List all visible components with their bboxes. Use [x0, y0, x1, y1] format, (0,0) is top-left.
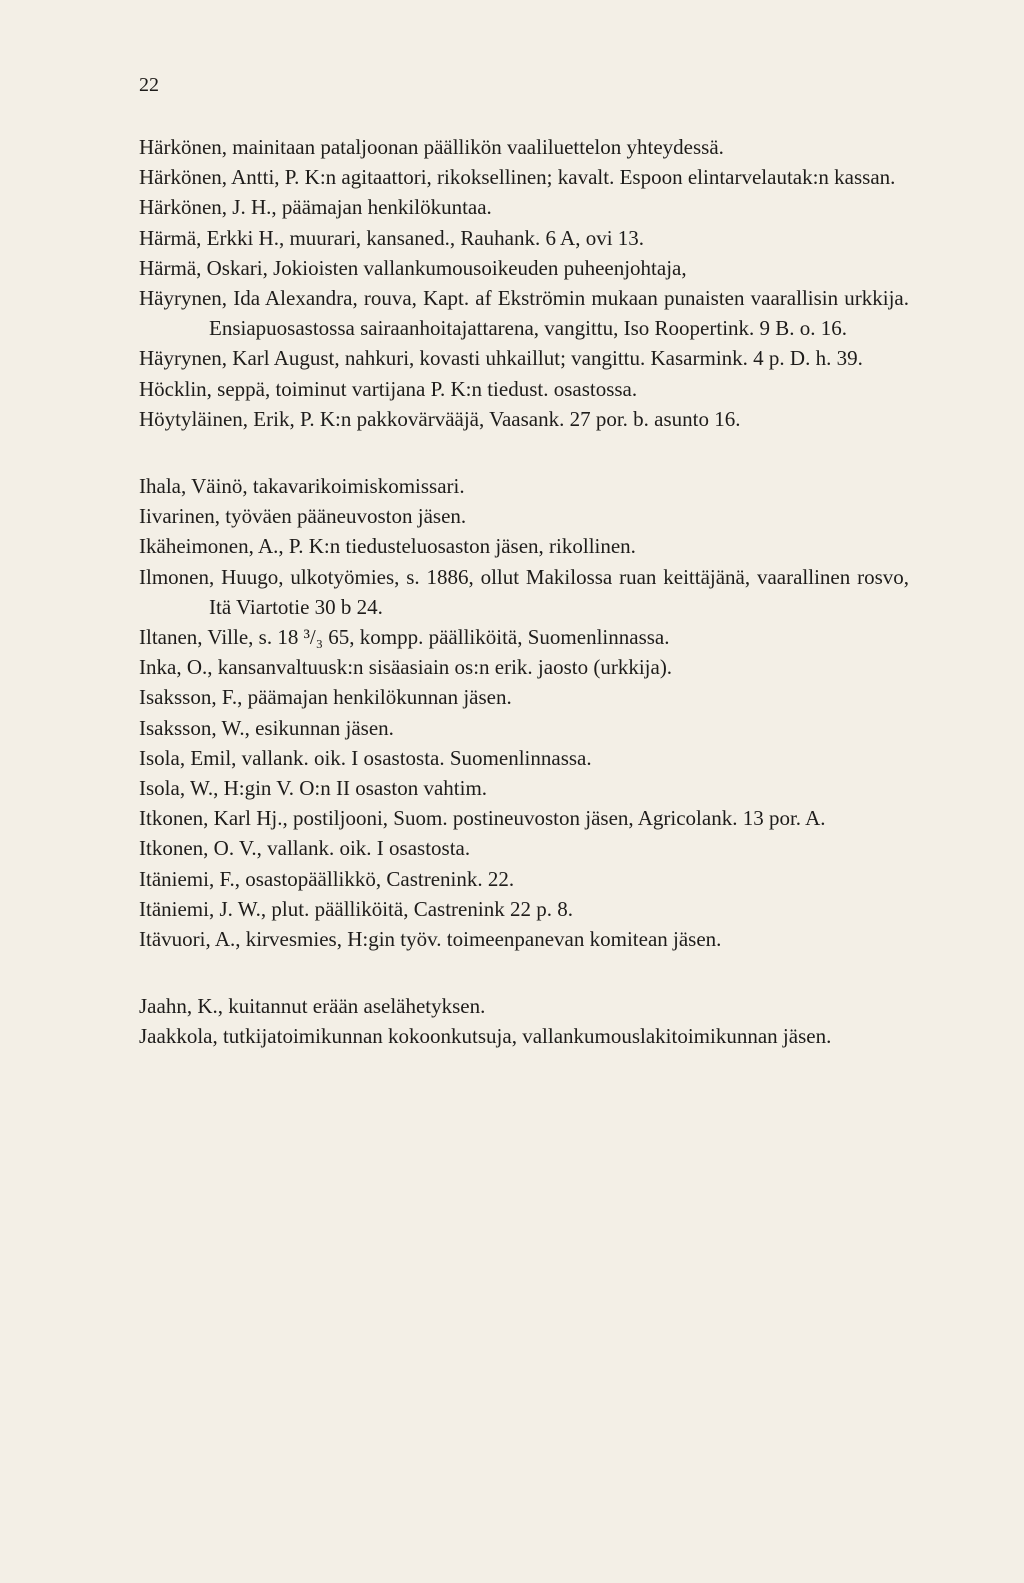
- entry-list: [139, 132, 909, 1052]
- entry-group: [139, 132, 909, 434]
- list-entry: Itkonen, O. V., vallank. oik. I osastosta.: [139, 836, 471, 861]
- list-entry: Isaksson, W., esikunnan jäsen.: [139, 715, 394, 740]
- list-entry: Iltanen, Ville, s. 18 ³/₃ 65, kompp. päälliköitä, Suomenlinnassa.: [139, 625, 670, 650]
- list-entry: Härkönen, J. H., päämajan henkilökuntaa.: [139, 195, 492, 220]
- list-entry: Itäniemi, J. W., plut. päälliköitä, Castrenink 22 p. 8.: [139, 896, 573, 921]
- list-entry: Häyrynen, Karl August, nahkuri, kovasti uhkaillut; vangittu. Kasarmink. 4 p. D. h. 39.: [139, 346, 863, 371]
- list-entry: Itkonen, Karl Hj., postiljooni, Suom. postineuvoston jäsen, Agricolank. 13 por. A.: [139, 806, 826, 831]
- list-entry: Isaksson, F., päämajan henkilökunnan jäsen.: [139, 685, 512, 710]
- list-entry: Isola, Emil, vallank. oik. I osastosta. Suomenlinnassa.: [139, 745, 592, 770]
- list-entry: Ihala, Väinö, takavarikoimiskomissari.: [139, 474, 465, 499]
- list-entry: Höytyläinen, Erik, P. K:n pakkovärvääjä, Vaasank. 27 por. b. asunto 16.: [139, 406, 741, 431]
- list-entry: Häyrynen, Ida Alexandra, rouva, Kapt. af Ekströmin mukaan punaisten vaarallisin urkkija. Ensiapuosastossa sairaanhoitajattarena, vangittu, Iso Roopertink. 9 B. o. 16.: [139, 286, 909, 341]
- list-entry: Iivarinen, työväen pääneuvoston jäsen.: [139, 504, 467, 529]
- list-entry: Härmä, Oskari, Jokioisten vallankumousoikeuden puheenjohtaja,: [139, 255, 687, 280]
- list-entry: Itävuori, A., kirvesmies, H:gin työv. toimeenpanevan komitean jäsen.: [139, 927, 722, 952]
- list-entry: Höcklin, seppä, toiminut vartijana P. K:n tiedust. osastossa.: [139, 376, 638, 401]
- page-number: 22: [139, 74, 159, 96]
- list-entry: Itäniemi, F., osastopäällikkö, Castrenink. 22.: [139, 866, 515, 891]
- list-entry: Härmä, Erkki H., muurari, kansaned., Rauhank. 6 A, ovi 13.: [139, 225, 645, 250]
- list-entry: Härkönen, mainitaan pataljoonan päällikön vaaliluettelon yhteydessä.: [139, 135, 724, 159]
- entry-group: [139, 471, 909, 954]
- list-entry: Jaakkola, tutkijatoimikunnan kokoonkutsuja, vallankumouslakitoimikunnan jäsen.: [139, 1024, 832, 1049]
- entry-group: [139, 991, 909, 1051]
- list-entry: Ikäheimonen, A., P. K:n tiedusteluosaston jäsen, rikollinen.: [139, 534, 636, 559]
- list-entry: Ilmonen, Huugo, ulkotyömies, s. 1886, ollut Makilossa ruan keittäjänä, vaarallinen rosvo, Itä Viartotie 30 b 24.: [139, 564, 909, 619]
- list-entry: Härkönen, Antti, P. K:n agitaattori, rikoksellinen; kavalt. Espoon elintarvelautak:n kassan.: [139, 165, 896, 190]
- list-entry: Jaahn, K., kuitannut erään aselähetyksen.: [139, 994, 486, 1019]
- list-entry: Inka, O., kansanvaltuusk:n sisäasiain os:n erik. jaosto (urkkija).: [139, 655, 673, 680]
- list-entry: Isola, W., H:gin V. O:n II osaston vahtim.: [139, 776, 488, 801]
